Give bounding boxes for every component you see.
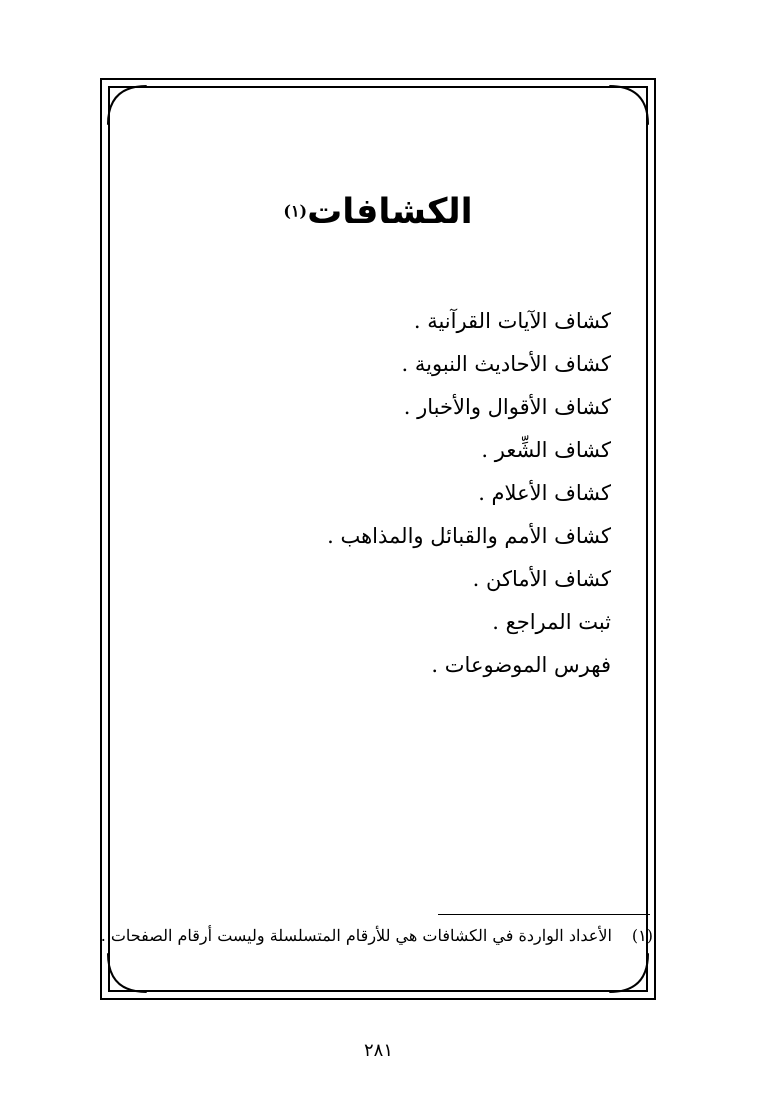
page-number: ٢٨١ [363,1040,393,1061]
list-item: فهرس الموضوعات . [431,653,611,677]
footnote [101,926,653,945]
list-item: كشاف الأمم والقبائل والمذاهب . [327,524,611,548]
list-item: كشاف الآيات القرآنية . [413,309,611,333]
footnote-divider [438,914,650,915]
footnote-marker: (١) [631,926,653,945]
list-item: ثبت المراجع . [492,610,611,634]
list-item: كشاف الشِّعر . [481,438,611,462]
title-text: الكشافات [307,192,473,232]
contents-list [251,300,611,687]
list-item: كشاف الأقوال والأخبار . [403,395,611,419]
list-item: كشاف الأماكن . [472,567,611,591]
page-title [100,192,656,232]
footnote-text: الأعداد الواردة في الكشافات هي للأرقام المتسلسلة وليست أرقام الصفحات . [100,926,612,945]
title-footnote-marker: (١) [283,201,308,221]
list-item: كشاف الأحاديث النبوية . [401,352,611,376]
list-item: كشاف الأعلام . [478,481,611,505]
